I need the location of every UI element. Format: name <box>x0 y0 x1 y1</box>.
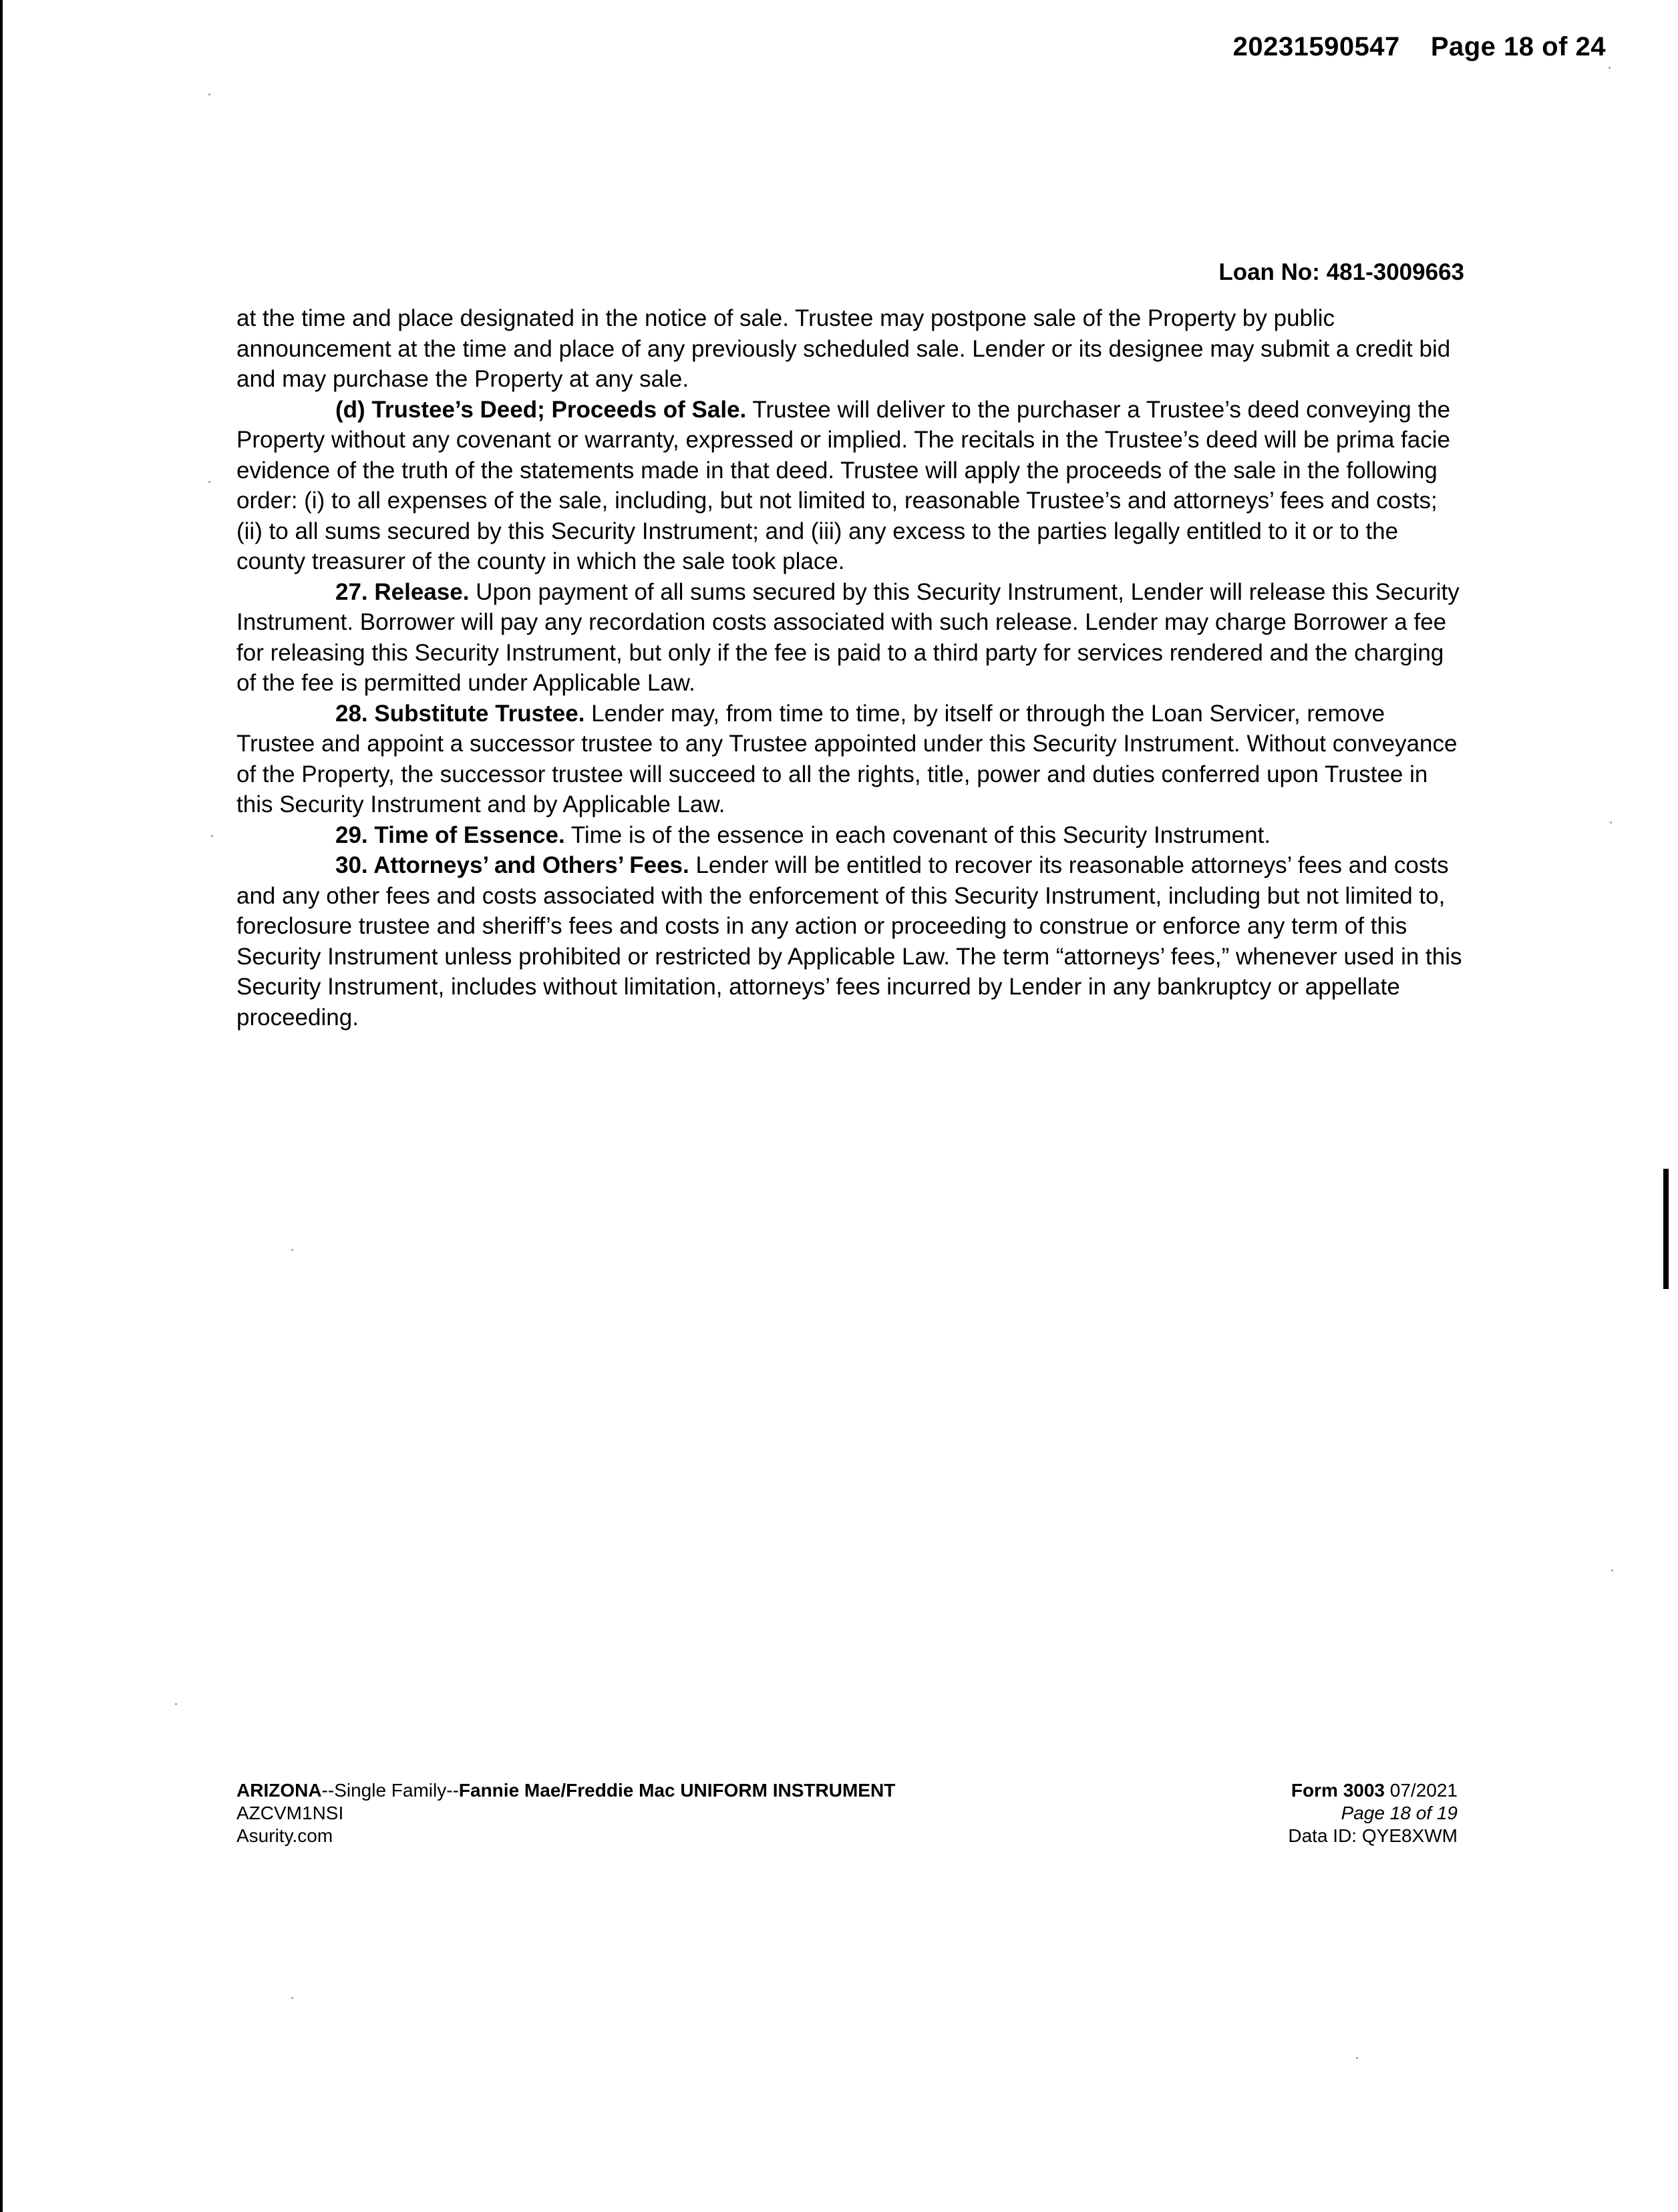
scan-edge-left <box>0 0 3 2212</box>
section-29-text: Time is of the essence in each covenant of this Security Instrument. <box>564 821 1271 848</box>
footer-form-date: 07/2021 <box>1385 1780 1458 1801</box>
footer-form-number: Form 3003 <box>1291 1780 1385 1801</box>
footer-instrument-line <box>236 1779 895 1802</box>
footer-website: Asurity.com <box>236 1825 333 1846</box>
footer-left <box>236 1779 895 1847</box>
scan-speck <box>208 94 210 96</box>
section-28-text: Lender may, from time to time, by itself or through the Loan Servicer, remove Trustee and appoint a successor trustee to any Trustee appointed under this Security Instrument. Without conveyance of the Property, the successor trustee will succeed to all the rights, title, power and duties conferred upon Trustee in this Security Instrument and by Applicable Law. <box>236 700 1458 817</box>
section-27-heading: 27. Release. <box>335 578 470 605</box>
scan-speck <box>211 835 213 837</box>
document-body <box>236 303 1466 1033</box>
section-30-heading: 30. Attorneys’ and Others’ Fees. <box>335 852 689 878</box>
footer-data-id: Data ID: QYE8XWM <box>1288 1825 1458 1846</box>
section-27-paragraph <box>236 577 1466 699</box>
footer-state: ARIZONA <box>236 1780 322 1801</box>
section-30-text: Lender will be entitled to recover its reasonable attorneys’ fees and costs and any other fees and costs associated with the enforcement of this Security Instrument, including but not limited to, foreclosure trustee and sheriff’s fees and costs in any action or proceeding to construe or enforce any term of this Security Instrument unless prohibited or restricted by Applicable Law. The term “attorneys’ fees,” whenever used in this Security Instrument, includes without limitation, attorneys’ fees incurred by Lender in any bankruptcy or appellate proceeding. <box>236 852 1462 1031</box>
section-28-heading: 28. Substitute Trustee. <box>335 700 585 727</box>
footer-right <box>1257 1779 1458 1847</box>
footer-page: Page 18 of 19 <box>1341 1803 1458 1823</box>
recording-page-label: Page 18 of 24 <box>1430 32 1606 61</box>
footer-instrument: Fannie Mae/Freddie Mac UNIFORM INSTRUMENT <box>458 1780 896 1801</box>
scan-speck <box>175 1703 177 1705</box>
scan-speck <box>1611 1570 1613 1572</box>
scan-speck <box>1609 67 1611 69</box>
section-29-heading: 29. Time of Essence. <box>335 821 565 848</box>
footer-form-code: AZCVM1NSI <box>236 1803 344 1823</box>
section-29-paragraph <box>236 820 1466 851</box>
scan-speck <box>291 1249 293 1251</box>
section-d-text: Trustee will deliver to the purchaser a Trustee’s deed conveying the Property without any covenant or warranty, expressed or implied. The recitals in the Trustee’s deed will be prima facie evidence of the truth of the statements made in that deed. Trustee will apply the proceeds of the sale in the following order: (i) to all expenses of the sale, including, but not limited to, reasonable Trustee’s and attorneys’ fees and costs; (ii) to all sums secured by this Security Instrument; and (iii) any excess to the parties legally entitled to it or to the county treasurer of the county in which the sale took place. <box>236 396 1451 574</box>
loan-number: Loan No: 481-3009663 <box>1218 259 1464 285</box>
section-27-text: Upon payment of all sums secured by this Security Instrument, Lender will release this Security Instrument. Borrower will pay any recordation costs associated with such release. Lender may charge Borrower a fee for releasing this Security Instrument, but only if the fee is paid to a third party for services rendered and the charging of the fee is permitted under Applicable Law. <box>236 578 1460 696</box>
footer-separator: --Single Family-- <box>321 1780 459 1801</box>
scan-speck <box>1356 2057 1358 2059</box>
scan-speck <box>208 481 210 483</box>
recording-header <box>1233 32 1606 62</box>
section-d-paragraph <box>236 395 1466 577</box>
section-30-paragraph <box>236 850 1466 1033</box>
intro-paragraph: at the time and place designated in the notice of sale. Trustee may postpone sale of the Property by public announcement at the time and place of any previously scheduled sale. Lender or its designee may submit a credit bid and may purchase the Property at any sale. <box>236 305 1451 392</box>
scan-speck <box>291 1997 293 1999</box>
scan-edge-right <box>1663 1169 1669 1289</box>
section-d-heading: (d) Trustee’s Deed; Proceeds of Sale. <box>335 396 747 423</box>
scan-speck <box>1610 821 1612 823</box>
footer-form-line <box>1257 1779 1458 1802</box>
document-number: 20231590547 <box>1232 32 1400 61</box>
section-28-paragraph <box>236 699 1466 820</box>
